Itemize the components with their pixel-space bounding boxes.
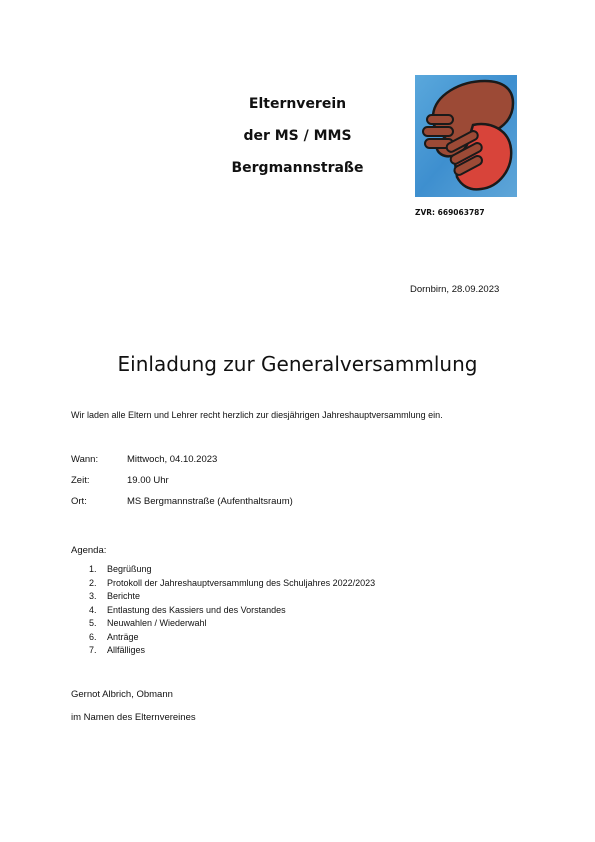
signature-name: Gernot Albrich, Obmann bbox=[71, 689, 173, 700]
agenda-list bbox=[89, 563, 375, 658]
agenda-item-number: 3. bbox=[89, 591, 97, 601]
detail-label: Ort: bbox=[71, 496, 87, 507]
signature-note: im Namen des Elternvereines bbox=[71, 712, 196, 723]
agenda-item bbox=[89, 577, 375, 591]
agenda-item-number: 4. bbox=[89, 604, 97, 615]
org-name-line-2: der MS / MMS bbox=[243, 128, 352, 144]
agenda-item-number: 5. bbox=[89, 618, 97, 628]
detail-value: Mittwoch, 04.10.2023 bbox=[127, 454, 218, 465]
date-line: Dornbirn, 28.09.2023 bbox=[410, 284, 500, 295]
detail-row-when bbox=[71, 454, 217, 465]
org-name-line-3: Bergmannstraße bbox=[231, 160, 364, 176]
agenda-item-number: 7. bbox=[89, 645, 97, 655]
agenda-item-number: 2. bbox=[89, 577, 97, 588]
detail-value: 19.00 Uhr bbox=[127, 475, 169, 486]
detail-row-place bbox=[71, 496, 293, 507]
agenda-item-text: Protokoll der Jahreshauptversammlung des Schuljahres 2022/2023 bbox=[107, 577, 376, 588]
detail-label: Wann: bbox=[71, 454, 99, 465]
agenda-item bbox=[89, 604, 375, 618]
intro-text: Wir laden alle Eltern und Lehrer recht herzlich zur diesjährigen Jahreshauptversammlung ein. bbox=[71, 410, 443, 420]
logo bbox=[415, 75, 517, 197]
page-title: Einladung zur Generalversammlung bbox=[117, 352, 478, 376]
agenda-item-text: Berichte bbox=[107, 591, 141, 601]
detail-label: Zeit: bbox=[71, 475, 90, 486]
agenda-item-text: Begrüßung bbox=[107, 564, 152, 574]
agenda-item-text: Neuwahlen / Wiederwahl bbox=[107, 618, 207, 628]
agenda-item bbox=[89, 563, 375, 577]
agenda-item-text: Anträge bbox=[107, 631, 139, 642]
detail-row-time bbox=[71, 475, 169, 486]
agenda-label: Agenda: bbox=[71, 545, 107, 556]
agenda-item bbox=[89, 617, 375, 631]
agenda-item-number: 6. bbox=[89, 631, 97, 642]
agenda-item bbox=[89, 590, 375, 604]
agenda-item bbox=[89, 644, 375, 658]
agenda-item bbox=[89, 631, 375, 645]
agenda-item-text: Allfälliges bbox=[107, 645, 146, 655]
handshake-logo-icon bbox=[415, 75, 517, 197]
agenda-item-number: 1. bbox=[89, 564, 97, 574]
detail-value: MS Bergmannstraße (Aufenthaltsraum) bbox=[127, 496, 293, 507]
zvr-number: ZVR: 669063787 bbox=[415, 208, 485, 217]
org-name-line-1: Elternverein bbox=[248, 96, 347, 112]
agenda-item-text: Entlastung des Kassiers und des Vorstandes bbox=[107, 604, 286, 615]
